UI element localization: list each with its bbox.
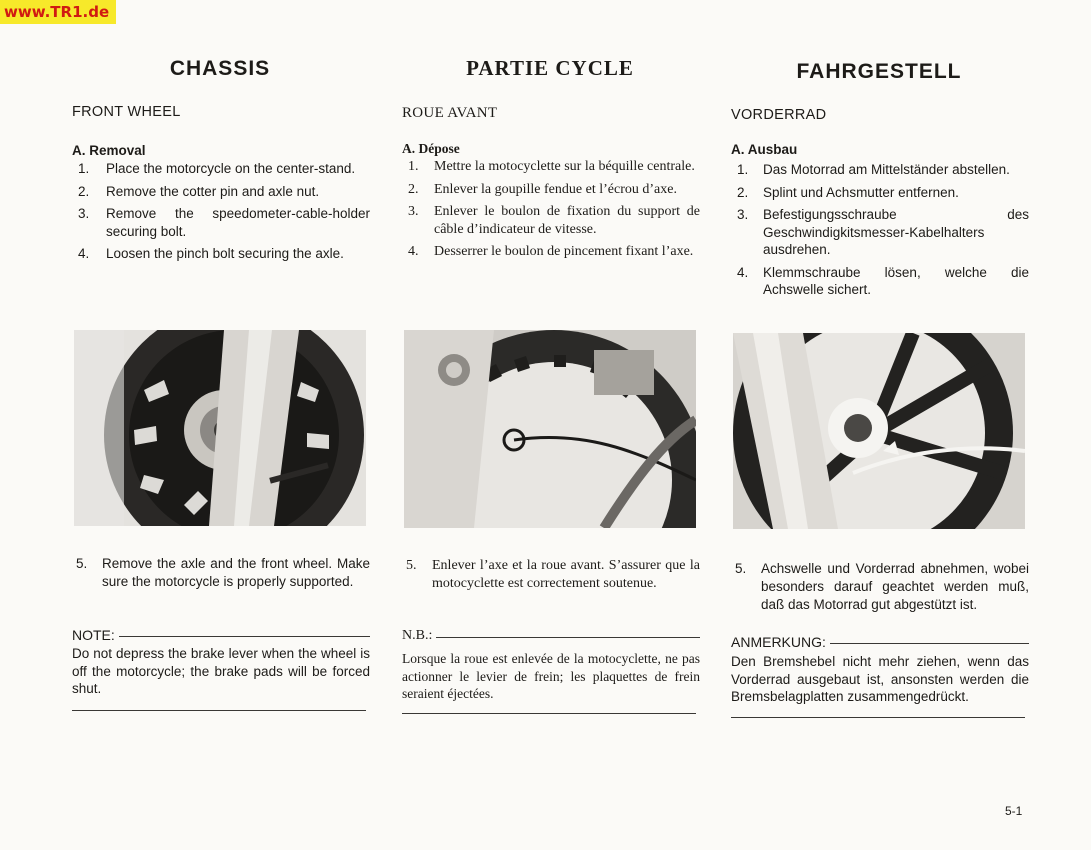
step-item (70, 555, 370, 591)
step-item (400, 181, 700, 199)
step-text: Enlever la goupille fendue et l’écrou d’axe. (434, 181, 677, 197)
step-number: 3. (78, 206, 90, 221)
end-rule (731, 717, 1025, 718)
step-item (70, 160, 370, 178)
step-item (729, 161, 1029, 179)
end-rule (402, 713, 696, 714)
site-watermark: www.TR1.de (0, 0, 116, 24)
wheel-axle-illustration (404, 330, 696, 528)
step-number: 1. (408, 159, 419, 174)
subsection-heading: A. Removal (72, 143, 146, 158)
front-wheel-photo (733, 333, 1025, 529)
step-text: Desserrer le boulon de pincement fixant l’axe. (434, 244, 694, 259)
step-text: Loosen the pinch bolt securing the axle. (106, 246, 344, 261)
step-text: Befestigungsschraube des Geschwindigkitsmesser-Kabelhalters ausdrehen. (763, 207, 1029, 257)
front-wheel-photo (404, 330, 696, 528)
note-rule (830, 643, 1029, 644)
step-number: 5. (735, 561, 747, 576)
note-text: Do not depress the brake lever when the wheel is off the motorcycle; the brake pads will be forced shut. (72, 646, 370, 696)
note-heading (731, 634, 1029, 650)
step-text: Remove the speedometer-cable-holder securing bolt. (106, 206, 370, 239)
step-number: 1. (78, 161, 90, 176)
note-label: ANMERKUNG: (731, 634, 826, 650)
step-item (400, 203, 700, 238)
step-number: 2. (78, 183, 90, 199)
note-heading (72, 627, 370, 643)
section-heading: FRONT WHEEL (72, 104, 181, 120)
step-item (70, 245, 370, 263)
step-text: Remove the axle and the front wheel. Make sure the motorcycle is properly supported. (102, 556, 370, 589)
step-item (400, 158, 700, 176)
column-title: FAHRGESTELL (796, 60, 962, 83)
step-item (70, 183, 370, 201)
step-item (729, 184, 1029, 202)
note-text: Den Bremshebel nicht mehr ziehen, wenn das Vorderrad ausgebaut ist, ansonsten werden die Bremsbelagplatten zusammengedrückt. (731, 654, 1029, 704)
step-item (729, 560, 1029, 614)
step-text: Remove the cotter pin and axle nut. (106, 183, 320, 199)
step-number: 1. (737, 162, 749, 177)
page-number: 5-1 (1005, 804, 1023, 818)
column-english (70, 0, 370, 850)
note-label: N.B.: (402, 628, 433, 643)
note-heading (402, 628, 700, 644)
column-title: PARTIE CYCLE (466, 56, 634, 80)
step-text: Klemmschraube lösen, welche die Achswelle sichert. (763, 264, 1029, 297)
steps-list (70, 160, 370, 268)
step-text: Mettre la motocyclette sur la béquille centrale. (434, 159, 695, 174)
step-text: Enlever l’axe et la roue avant. S’assurer que la motocyclette est correctement soutenue. (432, 558, 700, 591)
step-number: 4. (737, 264, 749, 280)
step-item (400, 243, 700, 261)
wheel-removal-illustration (733, 333, 1025, 529)
step-text: Achswelle und Vorderrad abnehmen, wobei besonders darauf geachtet werden muß, daß das Motorrad gut abgestützt ist. (761, 561, 1029, 612)
wheel-hub-illustration (74, 330, 366, 526)
step-item (400, 557, 700, 593)
step-number: 3. (737, 207, 749, 222)
step-number: 5. (406, 558, 417, 573)
step-text: Das Motorrad am Mittelständer abstellen. (763, 162, 1010, 177)
step-number: 5. (76, 556, 88, 571)
step-text: Place the motorcycle on the center-stand. (106, 161, 356, 176)
section-heading: VORDERRAD (731, 107, 827, 123)
steps-list (400, 158, 700, 266)
note-rule (119, 636, 370, 637)
note-rule (436, 637, 700, 638)
step-number: 3. (408, 204, 419, 219)
end-rule (72, 710, 366, 711)
step-text: Enlever le boulon de fixation du support de câble d’indicateur de vitesse. (434, 204, 700, 237)
step-number: 4. (408, 244, 419, 259)
subsection-heading: A. Dépose (402, 141, 460, 156)
step-number: 4. (78, 246, 90, 261)
step-text: Splint und Achsmutter entfernen. (763, 184, 959, 200)
step-item (729, 264, 1029, 299)
section-heading: ROUE AVANT (402, 105, 498, 121)
step-item (729, 206, 1029, 259)
note-label: NOTE: (72, 627, 115, 643)
steps-list (729, 161, 1029, 304)
step-number: 2. (737, 184, 749, 200)
column-french (400, 0, 700, 850)
column-german (729, 0, 1029, 850)
step-number: 2. (408, 181, 419, 197)
front-wheel-photo (74, 330, 366, 526)
step-item (70, 205, 370, 240)
subsection-heading: A. Ausbau (731, 142, 798, 157)
column-title: CHASSIS (169, 57, 271, 80)
note-text: Lorsque la roue est enlevée de la motocyclette, ne pas actionner le levier de frein; les plaquettes de frein seraient éjectées. (402, 651, 700, 701)
